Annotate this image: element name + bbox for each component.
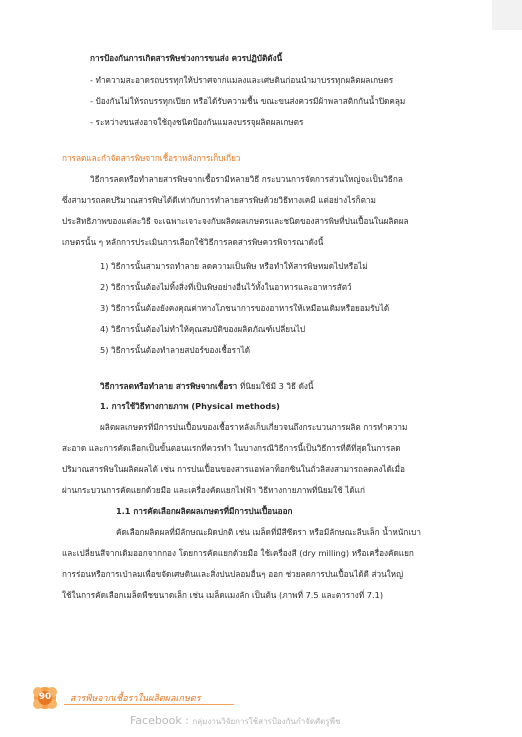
book-title: สารพิษจากเชื้อราในผลิตผลเกษตร bbox=[70, 694, 201, 704]
footer-divider bbox=[64, 704, 234, 705]
facebook-watermark bbox=[130, 714, 340, 728]
body-line: ปริมาณสารพิษในผลิตผลได้ เช่น การปนเปื้อนของสารแอฟลาท็อกซินในถั่วลิสงสามารถลดลงได้เมื่อ bbox=[62, 464, 405, 474]
physical-methods-subheading: 1. การใช้วิธีทางกายภาพ (Physical methods) bbox=[100, 401, 280, 411]
reduction-section-heading: การลดและกำจัดสารพิษจากเชื้อราหลังการเก็บเกี่ยว bbox=[62, 153, 241, 163]
body-line: การร่อนหรือการเป่าลมเพื่อขจัดเศษดินและสิ่งปนปลอมอื่นๆ ออก ช่วยลดการปนเปื้อนได้ดี ส่วนใหญ่ bbox=[62, 569, 404, 579]
criteria-item: 3) วิธีการนั้นต้องยังคงคุณค่าทางโภชนาการของอาหารให้เหมือนเดิมหรือยอมรับได้ bbox=[100, 303, 390, 313]
body-line: ประสิทธิภาพของแต่ละวิธี จะเฉพาะเจาะจงกับผลิตผลเกษตรและชนิดของสารพิษที่ปนเปื้อนในผลิตผล bbox=[62, 216, 409, 226]
body-line: ผ่านกระบวนการคัดแยกด้วยมือ และเครื่องคัดแยกไฟฟ้า วิธีทางกายภาพที่นิยมใช้ ได้แก่ bbox=[62, 485, 365, 495]
body-line: วิธีการลดหรือทำลายสารพิษจากเชื้อรามีหลายวิธี กระบวนการจัดการส่วนใหญ่จะเป็นวิธีกล bbox=[90, 174, 403, 184]
page-number-badge bbox=[30, 684, 60, 712]
bullet-item: - ระหว่างขนส่งอาจใช้ถุงชนิดป้องกันแมลงบรรจุผลิตผลเกษตร bbox=[90, 117, 304, 127]
criteria-item: 2) วิธีการนั้นต้องไม่ทิ้งสิ่งที่เป็นพิษอย่างอื่นไว้ทั้งในอาหารและอาหารสัตว์ bbox=[100, 282, 352, 292]
criteria-item: 5) วิธีการนั้นต้องทำลายสปอร์ของเชื้อราได้ bbox=[100, 345, 251, 355]
watermark-brand: Facebook : bbox=[130, 714, 193, 727]
criteria-item: 1) วิธีการนั้นสามารถทำลาย ลดความเป็นพิษ หรือทำให้สารพิษหมดไปหรือไม่ bbox=[100, 261, 368, 271]
body-line: คัดเลือกผลิตผลที่มีลักษณะผิดปกติ เช่น เมล็ดที่มีสีซีดรา หรือมีลักษณะลีบเล็ก น้ำหนักเบา bbox=[116, 527, 421, 537]
methods-heading bbox=[100, 380, 314, 393]
methods-heading-bold: วิธีการลดหรือทำลาย สารพิษจากเชื้อรา bbox=[100, 381, 238, 391]
criteria-item: 4) วิธีการนั้นต้องไม่ทำให้คุณสมบัติของผลิตภัณฑ์เปลี่ยนไป bbox=[100, 324, 306, 334]
transport-prevention-heading: การป้องกันการเกิดสารพิษช่วงการขนส่ง ควรปฏิบัติดังนี้ bbox=[90, 53, 283, 63]
body-line: สะอาด และการคัดเลือกเป็นขั้นตอนแรกที่ควรทำ ในบางกรณีวิธีการนี้เป็นวิธีการที่ดีที่สุดในการลด bbox=[62, 443, 401, 453]
page-corner-decoration bbox=[492, 0, 522, 30]
body-line: ซึ่งสามารถลดปริมาณสารพิษได้ดีเท่ากับการทำลายสารพิษด้วยวิธีทางเคมี แต่อย่างไรก็ตาม bbox=[62, 195, 376, 205]
body-line: และเปลี่ยนสีจากเดิมออกจากกอง โดยการคัดแยกด้วยมือ ใช้เครื่องสี (dry milling) หรือเครื่องคัดแยก bbox=[62, 548, 414, 558]
page-number: 90 bbox=[38, 692, 52, 702]
body-line: เกษตรนั้น ๆ หลักการประเมินการเลือกใช้วิธีการลดสารพิษควรพิจารณาดังนี้ bbox=[62, 237, 324, 247]
bullet-item: - ทำความสะอาดรถบรรทุกให้ปราศจากแมลงและเศษดินก่อนนำมาบรรทุกผลิตผลเกษตร bbox=[90, 75, 394, 85]
body-line: ใช้ในการคัดเลือกเมล็ดพืชขนาดเล็ก เช่น เมล็ดแมงลัก เป็นต้น (ภาพที่ 7.5 และตารางที่ 7.1) bbox=[62, 590, 384, 600]
methods-heading-rest: ที่นิยมใช้มี 3 วิธี ดังนี้ bbox=[237, 381, 314, 391]
body-line: ผลิตผลเกษตรที่มีการปนเปื้อนของเชื้อราหลังเก็บเกี่ยวจนถึงกระบวนการผลิต การทำความ bbox=[100, 422, 408, 432]
sorting-subheading: 1.1 การคัดเลือกผลิตผลเกษตรที่มีการปนเปื้อนออก bbox=[116, 506, 293, 516]
watermark-group: กลุ่มงานวิจัยการใช้สารป้องกันกำจัดศัตรูพืช bbox=[192, 717, 341, 726]
bullet-item: - ป้องกันไม่ให้รถบรรทุกเปียก หรือได้รับความชื้น ขณะขนส่งควรมีผ้าพลาสติกกันน้ำปิดคลุม bbox=[90, 96, 406, 106]
